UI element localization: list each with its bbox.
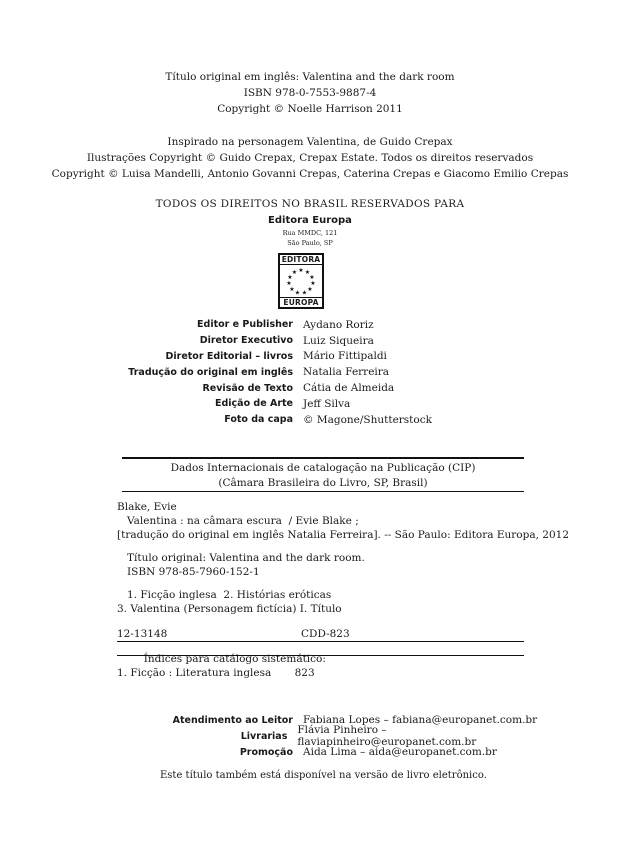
cip-title: Dados Internacionais de catalogação na Publicação (CIP) <box>170 462 476 474</box>
credit-person: © Magone/Shutterstock <box>303 413 432 426</box>
original-title-line: Título original em inglês: Valentina and the dark room <box>165 71 455 83</box>
heirs-copyright-line: Copyright © Luisa Mandelli, Antonio Govanni Crepas, Caterina Crepas e Giacomo Emilio Crepas <box>51 168 569 180</box>
credit-person: Mário Fittipaldi <box>303 350 387 363</box>
contact-row <box>120 744 560 760</box>
svg-text:★: ★ <box>291 269 298 276</box>
credit-row <box>120 333 540 349</box>
cip-subtitle: (Câmara Brasileira do Livro, SP, Brasil) <box>218 477 428 489</box>
cip-top-rule <box>122 457 524 459</box>
original-title-block <box>0 69 620 117</box>
credit-role: Edição de Arte <box>215 398 293 410</box>
cip-translation: [tradução do original em inglês Natalia Ferreira]. -- São Paulo: Editora Europa, 2012 <box>117 529 569 541</box>
contact-role: Promoção <box>239 746 293 758</box>
illustrations-line: Ilustrações Copyright © Guido Crepax, Crepax Estate. Todos os direitos reservados <box>86 152 534 164</box>
cip-original-title: Título original: Valentina and the dark room. <box>117 552 365 564</box>
credit-role: Tradução do original em inglês <box>128 366 293 378</box>
credit-role: Revisão de Texto <box>202 382 293 394</box>
svg-text:★: ★ <box>298 267 304 274</box>
inspiration-line: Inspirado na personagem Valentina, de Guido Crepax <box>167 136 453 148</box>
cip-title-line: Valentina : na câmara escura / Evie Blake ; <box>117 515 359 527</box>
star-circle-icon <box>283 266 319 296</box>
credit-row <box>120 349 540 365</box>
credit-role: Editor e Publisher <box>197 319 293 331</box>
credit-row <box>120 364 540 380</box>
original-isbn-line: ISBN 978-0-7553-9887-4 <box>243 87 377 99</box>
credit-person: Luiz Siqueira <box>303 334 374 347</box>
svg-text:★: ★ <box>289 286 295 293</box>
svg-text:★: ★ <box>307 286 313 293</box>
credit-role: Foto da capa <box>224 414 293 426</box>
contact-row <box>120 724 560 748</box>
credit-person: Cátia de Almeida <box>303 382 395 395</box>
cip-header <box>122 461 524 491</box>
ebook-availability-note: Este título também está disponível na versão de livro eletrônico. <box>160 770 487 781</box>
cip-subjects-1: 1. Ficção inglesa 2. Histórias eróticas <box>117 589 332 601</box>
cip-control-number: 12-13148 <box>117 628 168 640</box>
publisher-address: Rua MMDC, 121 <box>282 229 338 237</box>
credit-row <box>120 317 540 333</box>
credit-role: Diretor Executivo <box>199 335 293 347</box>
svg-text:★: ★ <box>310 280 316 287</box>
contact-role: Atendimento ao Leitor <box>172 714 293 726</box>
cip-index-heading: Índices para catálogo sistemático: <box>117 653 326 665</box>
publisher-name: Editora Europa <box>268 215 352 226</box>
credit-person: Jeff Silva <box>303 397 351 410</box>
credit-row <box>120 380 540 396</box>
contact-info: Fabiana Lopes – fabiana@europanet.com.br <box>303 714 538 726</box>
editora-europa-logo <box>278 253 324 309</box>
cip-index-item: 1. Ficção : Literatura inglesa 823 <box>117 667 315 679</box>
credit-row <box>120 396 540 412</box>
credits-list <box>120 317 540 428</box>
rights-reserved-line: TODOS OS DIREITOS NO BRASIL RESERVADOS PARA <box>155 198 465 210</box>
credit-role: Diretor Editorial – livros <box>165 350 293 362</box>
credit-person: Aydano Roriz <box>303 318 374 331</box>
cip-cdd: CDD-823 <box>301 628 350 640</box>
cip-isbn: ISBN 978-85-7960-152-1 <box>117 566 260 578</box>
cip-header-rule <box>122 491 524 492</box>
contact-role: Livrarias <box>240 730 288 742</box>
svg-text:★: ★ <box>309 274 315 281</box>
inspiration-block <box>0 134 620 182</box>
cip-rule-1 <box>117 641 524 642</box>
cip-subjects-2: 3. Valentina (Personagem fictícia) I. Título <box>117 603 342 615</box>
logo-bottom-text: EUROPA <box>280 297 322 307</box>
svg-text:★: ★ <box>301 289 308 296</box>
publisher-city: São Paulo, SP <box>287 239 333 247</box>
svg-text:★: ★ <box>304 269 311 276</box>
credit-row <box>120 412 540 428</box>
contact-info: Flávia Pinheiro – flaviapinheiro@europanet.com.br <box>297 724 477 748</box>
contact-info: Aida Lima – aida@europanet.com.br <box>303 746 497 758</box>
svg-text:★: ★ <box>287 274 293 281</box>
svg-text:★: ★ <box>294 289 301 296</box>
original-copyright-line: Copyright © Noelle Harrison 2011 <box>217 103 403 115</box>
cip-author: Blake, Evie <box>117 501 177 513</box>
logo-top-text: EDITORA <box>281 255 321 264</box>
credit-person: Natalia Ferreira <box>303 366 390 379</box>
publisher-block <box>0 214 620 248</box>
svg-text:★: ★ <box>286 280 292 287</box>
contacts-list <box>120 712 560 760</box>
